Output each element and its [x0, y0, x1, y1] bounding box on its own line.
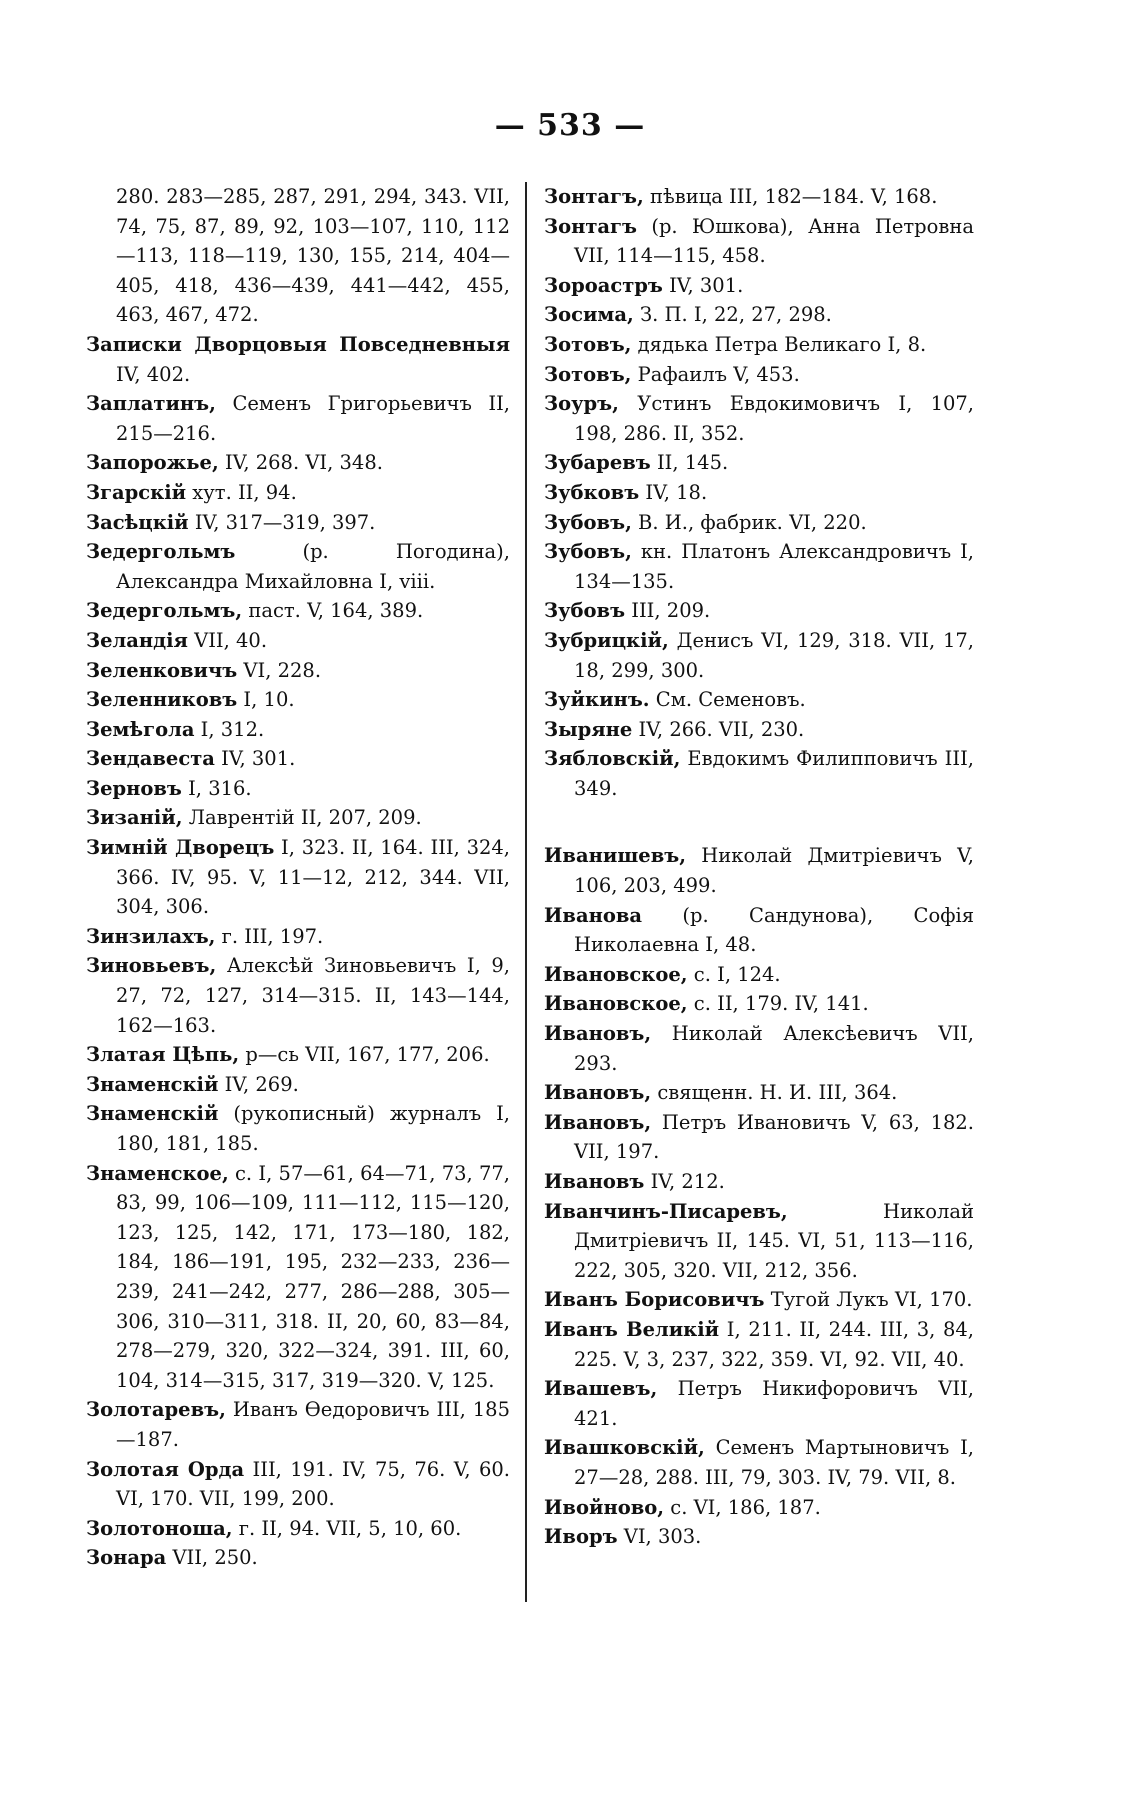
index-entry: [86, 448, 510, 478]
entry-references: Николай Дмитріевичъ V, 106, 203, 499.: [574, 844, 974, 898]
entry-heading: Иванишевъ,: [544, 844, 687, 868]
entry-heading: Ивановъ,: [544, 1081, 652, 1105]
entry-references: III, 191. IV, 75, 76. V, 60. VI, 170. VII, 199, 200.: [116, 1457, 510, 1511]
entry-heading: Знаменскій: [86, 1102, 219, 1126]
entry-heading: Зубаревъ: [544, 451, 651, 475]
index-entry: [86, 1543, 510, 1573]
entry-references: (р. Юшкова), Анна Петровна VII, 114—115, 458.: [574, 214, 974, 268]
entry-references: IV, 268. VI, 348.: [218, 451, 383, 475]
entry-heading: Зонтагъ,: [544, 185, 644, 208]
entry-references: I, 10.: [237, 688, 295, 712]
index-entry: [86, 833, 510, 922]
entry-heading: Золотоноша,: [86, 1516, 233, 1540]
entry-references: IV, 18.: [639, 480, 708, 504]
entry-references: с. I, 57—61, 64—71, 73, 77, 83, 99, 106—109, 111—112, 115—120, 123, 125, 142, 171, 173—180, 182, 184, 186—191, 195, 232—233, 236—239, 241—242, 277, 286—288, 305—306, 310—311, 318. II, 20, 60, 83—84, 278—279, 320, 322—324, 391. III, 60, 104, 314—315, 317, 319—320. V, 125.: [116, 1161, 510, 1392]
entry-heading: Иворъ: [544, 1525, 618, 1549]
entry-references: Тугой Лукъ VI, 170.: [764, 1288, 973, 1312]
index-entry: [86, 1455, 510, 1514]
index-entry: [544, 960, 974, 990]
entry-references: IV, 301.: [662, 273, 744, 297]
entry-references: Иванъ Ѳедоровичъ III, 185—187.: [116, 1398, 510, 1451]
entry-references: дядька Петра Великаго I, 8.: [631, 332, 927, 356]
index-entry: [544, 1374, 974, 1433]
index-entry: [544, 1522, 974, 1552]
entry-heading: Земѣгола: [86, 717, 195, 741]
entry-references: II, 145.: [650, 451, 729, 475]
entry-heading: Зинзилахъ,: [86, 924, 216, 948]
right-column-section-z: [544, 182, 974, 803]
entry-references: З. П. I, 22, 27, 298.: [633, 303, 832, 327]
section-gap: [544, 803, 974, 841]
entry-references: 280. 283—285, 287, 291, 294, 343. VII, 74, 75, 87, 89, 92, 103—107, 110, 112—113, 118—119, 130, 155, 214, 404—405, 418, 436—439, 441—442, 455, 463, 467, 472.: [116, 185, 510, 327]
entry-heading: Иванъ Борисовичъ: [544, 1288, 765, 1312]
index-entry: [86, 685, 510, 715]
right-column-section-i: [544, 841, 974, 1551]
index-entry: [86, 951, 510, 1040]
entry-heading: Золотая Орда: [86, 1457, 245, 1481]
entry-heading: Зотовъ,: [544, 332, 632, 356]
entry-heading: Иванъ Великій: [544, 1317, 720, 1341]
entry-references: пѣвица III, 182—184. V, 168.: [643, 185, 938, 208]
entry-heading: Зеленниковъ: [86, 688, 238, 712]
entry-heading: Ивашевъ,: [544, 1377, 658, 1401]
entry-heading: Ивойново,: [544, 1495, 665, 1519]
index-entry: [544, 271, 974, 301]
entry-references: См. Семеновъ.: [649, 688, 806, 712]
index-entry: [86, 596, 510, 626]
entry-references: (рукописный) журналъ I, 180, 181, 185.: [116, 1102, 510, 1155]
entry-heading: Золотаревъ,: [86, 1398, 226, 1422]
entry-heading: Зотовъ,: [544, 362, 632, 386]
entry-heading: Иванчинъ-Писаревъ,: [544, 1199, 788, 1223]
index-entry: [544, 685, 974, 715]
entry-references: Семенъ Мартыновичъ I, 27—28, 288. III, 79, 303. IV, 79. VII, 8.: [574, 1436, 974, 1489]
entry-references: Николай Дмитріевичъ II, 145. VI, 51, 113—116, 222, 305, 320. VII, 212, 356.: [574, 1199, 974, 1282]
entry-references: священн. Н. И. III, 364.: [651, 1081, 898, 1105]
index-entry: [544, 330, 974, 360]
entry-heading: Зубрицкій,: [544, 628, 669, 652]
entry-references: г. III, 197.: [215, 924, 324, 948]
entry-references: VI, 228.: [237, 658, 322, 682]
index-entry: [544, 1167, 974, 1197]
index-entry: [544, 212, 974, 271]
index-entry: [86, 744, 510, 774]
entry-references: VI, 303.: [617, 1525, 702, 1549]
entry-heading: Заплатинъ,: [86, 392, 216, 416]
entry-references: Устинъ Евдокимовичъ I, 107, 198, 286. II, 352.: [574, 392, 974, 445]
entry-heading: Ивановъ: [544, 1170, 645, 1193]
entry-heading: Зуйкинъ.: [544, 688, 650, 712]
entry-heading: Зедергольмъ,: [86, 599, 243, 623]
entry-references: с. I, 124.: [687, 962, 781, 986]
entry-references: р—сь VII, 167, 177, 206.: [239, 1043, 490, 1067]
entry-heading: Златая Цѣпь,: [86, 1043, 240, 1067]
entry-references: кн. Платонъ Александровичъ I, 134—135.: [574, 540, 974, 593]
index-entry: [86, 389, 510, 448]
entry-heading: Зосима,: [544, 303, 634, 327]
index-entry: [544, 448, 974, 478]
page-number: — 533 —: [494, 108, 646, 143]
index-entry: [86, 1099, 510, 1158]
entry-heading: Знаменскій: [86, 1072, 219, 1096]
entry-heading: Запорожье,: [86, 451, 219, 475]
index-entry: [86, 1514, 510, 1544]
index-entry: [86, 1040, 510, 1070]
entry-heading: Зубовъ,: [544, 540, 632, 564]
entry-references: Николай Алексѣевичъ VII, 293.: [574, 1022, 974, 1075]
index-entry: [86, 1159, 510, 1396]
entry-references: Денисъ VI, 129, 318. VII, 17, 18, 299, 300.: [574, 628, 974, 682]
index-entry: [544, 478, 974, 508]
entry-references: (р. Сандунова), Софія Николаевна I, 48.: [574, 903, 974, 957]
index-entry: [86, 803, 510, 833]
index-entry: [86, 508, 510, 538]
index-entry: [544, 1285, 974, 1315]
index-entry: [544, 596, 974, 626]
entry-heading: Зороастръ: [544, 273, 663, 297]
entry-references: хут. II, 94.: [186, 480, 297, 504]
index-entry: [86, 182, 510, 330]
left-column: [86, 182, 510, 1573]
index-entry: [86, 715, 510, 745]
index-entry: [86, 656, 510, 686]
index-entry: [544, 1078, 974, 1108]
entry-heading: Зерновъ: [86, 776, 182, 800]
right-column: [544, 182, 974, 1552]
index-entry: [86, 1395, 510, 1454]
index-entry: [544, 901, 974, 960]
entry-references: IV, 301.: [214, 747, 296, 771]
entry-heading: Зеленковичъ: [86, 658, 238, 682]
entry-references: Семенъ Григорьевичъ II, 215—216.: [116, 392, 510, 445]
index-entry: [86, 774, 510, 804]
entry-heading: Ивановское,: [544, 992, 688, 1016]
entry-heading: Зендавеста: [86, 747, 215, 771]
entry-heading: Ивановъ,: [544, 1110, 652, 1134]
entry-heading: Зеландія: [86, 628, 188, 652]
entry-heading: Ивановъ,: [544, 1022, 652, 1046]
entry-references: I, 316.: [181, 776, 252, 800]
entry-heading: Зыряне: [544, 717, 633, 741]
entry-references: паст. V, 164, 389.: [242, 599, 424, 623]
index-entry: [86, 1070, 510, 1100]
entry-heading: Ивашковскій,: [544, 1436, 705, 1460]
index-entry: [544, 744, 974, 803]
index-entry: [86, 330, 510, 389]
entry-heading: Зедергольмъ: [86, 540, 236, 564]
entry-heading: Зубовъ: [544, 599, 626, 623]
index-entry: [86, 478, 510, 508]
entry-heading: Зубковъ: [544, 480, 640, 504]
index-entry: [544, 1433, 974, 1492]
index-entry: [544, 389, 974, 448]
entry-references: I, 211. II, 244. III, 3, 84, 225. V, 3, 237, 322, 359. VI, 92. VII, 40.: [574, 1317, 974, 1371]
entry-references: III, 209.: [625, 599, 711, 623]
index-entry: [86, 626, 510, 656]
entry-heading: Зубовъ,: [544, 510, 632, 534]
entry-references: IV, 317—319, 397.: [188, 510, 376, 534]
entry-heading: Зонара: [86, 1546, 167, 1570]
entry-references: (р. Погодина), Александра Михайловна I, viii.: [116, 540, 510, 593]
index-entry: [86, 922, 510, 952]
entry-references: с. II, 179. IV, 141.: [687, 992, 869, 1016]
entry-references: с. VI, 186, 187.: [664, 1495, 821, 1519]
entry-heading: Зимній Дворецъ: [86, 836, 275, 860]
entry-heading: Зябловскій,: [544, 747, 681, 771]
entry-references: Петръ Никифоровичъ VII, 421.: [574, 1377, 974, 1430]
index-entry: [544, 360, 974, 390]
entry-heading: Засѣцкій: [86, 510, 189, 534]
entry-references: VII, 250.: [166, 1546, 258, 1570]
entry-heading: Згарскій: [86, 480, 187, 504]
entry-references: г. II, 94. VII, 5, 10, 60.: [232, 1516, 462, 1540]
index-entry: [544, 1315, 974, 1374]
entry-references: IV, 266. VII, 230.: [632, 717, 805, 741]
entry-references: Алексѣй Зиновьевичъ I, 9, 27, 72, 127, 314—315. II, 143—144, 162—163.: [116, 954, 510, 1037]
index-entry: [544, 989, 974, 1019]
column-divider: [525, 182, 527, 1602]
entry-references: Петръ Ивановичъ V, 63, 182. VII, 197.: [574, 1110, 974, 1164]
entry-references: Рафаилъ V, 453.: [631, 362, 800, 386]
entry-heading: Иванова: [544, 903, 643, 927]
entry-references: IV, 402.: [116, 362, 191, 386]
entry-references: Евдокимъ Филипповичъ III, 349.: [574, 747, 974, 800]
index-entry: [86, 537, 510, 596]
index-entry: [544, 1108, 974, 1167]
entry-references: VII, 40.: [187, 628, 268, 652]
entry-references: В. И., фабрик. VI, 220.: [631, 510, 867, 534]
entry-heading: Знаменское,: [86, 1161, 229, 1185]
index-entry: [544, 300, 974, 330]
index-entry: [544, 1197, 974, 1286]
index-entry: [544, 182, 974, 212]
index-entry: [544, 626, 974, 685]
entry-heading: Зоуръ,: [544, 392, 619, 416]
entry-references: IV, 269.: [218, 1072, 299, 1096]
entry-heading: Зизаній,: [86, 806, 183, 830]
entry-heading: Зонтагъ: [544, 214, 637, 238]
index-entry: [544, 715, 974, 745]
index-entry: [544, 508, 974, 538]
index-entry: [544, 841, 974, 900]
entry-heading: Зиновьевъ,: [86, 954, 217, 978]
entry-heading: Ивановское,: [544, 962, 688, 986]
index-entry: [544, 537, 974, 596]
entry-heading: Записки Дворцовыя Повседневныя: [86, 332, 510, 356]
index-entry: [544, 1019, 974, 1078]
entry-references: I, 312.: [194, 717, 265, 741]
entry-references: I, 323. II, 164. III, 324, 366. IV, 95. V, 11—12, 212, 344. VII, 304, 306.: [116, 836, 510, 919]
index-entry: [544, 1493, 974, 1523]
entry-references: IV, 212.: [644, 1170, 725, 1193]
entry-references: Лаврентій II, 207, 209.: [182, 806, 422, 830]
